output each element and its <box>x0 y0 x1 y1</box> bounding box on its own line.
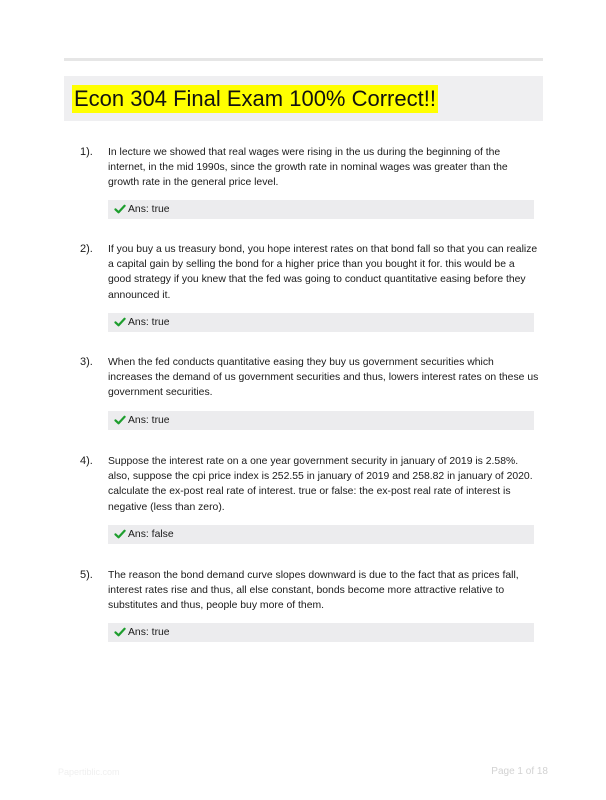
question-text: The reason the bond demand curve slopes downward is due to the fact that as prices fall, interest rates rise and thus, all else constant, bonds become more attractive relative to substitutes and thus, people buy more of them. <box>108 570 519 612</box>
title-banner <box>64 76 543 121</box>
answer-box <box>108 411 534 430</box>
answer-text: Ans: true <box>128 627 170 638</box>
check-icon <box>114 414 126 426</box>
page-title: Econ 304 Final Exam 100% Correct!! <box>74 86 436 111</box>
answer-text: Ans: true <box>128 415 170 426</box>
answer-text: Ans: false <box>128 529 174 540</box>
footer-watermark: Papertiblic.com <box>58 767 120 777</box>
check-icon <box>114 316 126 328</box>
question-text: In lecture we showed that real wages were rising in the us during the beginning of the internet, in the mid 1990s, since the growth rate in nominal wages was greater than the growth rate in the general price level. <box>108 147 508 189</box>
question-number: 5). <box>80 569 93 581</box>
answer-box <box>108 313 534 332</box>
question-text: If you buy a us treasury bond, you hope interest rates on that bond fall so that you can realize a capital gain by selling the bond for a higher price than you bought it for. this would be a good strategy if you knew that the fed was going to conduct quantitative easing before they announced it. <box>108 244 538 301</box>
check-icon <box>114 528 126 540</box>
question-number: 4). <box>80 455 93 467</box>
question-number: 3). <box>80 356 93 368</box>
answer-box <box>108 525 534 544</box>
question-text: When the fed conducts quantitative easing they buy us government securities which increases the demand of us government securities and thus, lowers interest rates on these us government securities. <box>108 357 539 399</box>
question-number: 2). <box>80 243 93 255</box>
check-icon <box>114 203 126 215</box>
top-divider <box>64 58 543 61</box>
page-number: Page 1 of 18 <box>491 766 548 777</box>
answer-text: Ans: true <box>128 317 170 328</box>
answer-text: Ans: true <box>128 204 170 215</box>
question-number: 1). <box>80 146 93 158</box>
question-text: Suppose the interest rate on a one year government security in january of 2019 is 2.58%. also, suppose the cpi price index is 252.55 in january of 2019 and 258.82 in january of 2020. calculate the ex-post real rate of interest. true or false: the ex-post real rate of interest is negative (less than zero). <box>108 456 533 513</box>
answer-box <box>108 623 534 642</box>
check-icon <box>114 626 126 638</box>
answer-box <box>108 200 534 219</box>
